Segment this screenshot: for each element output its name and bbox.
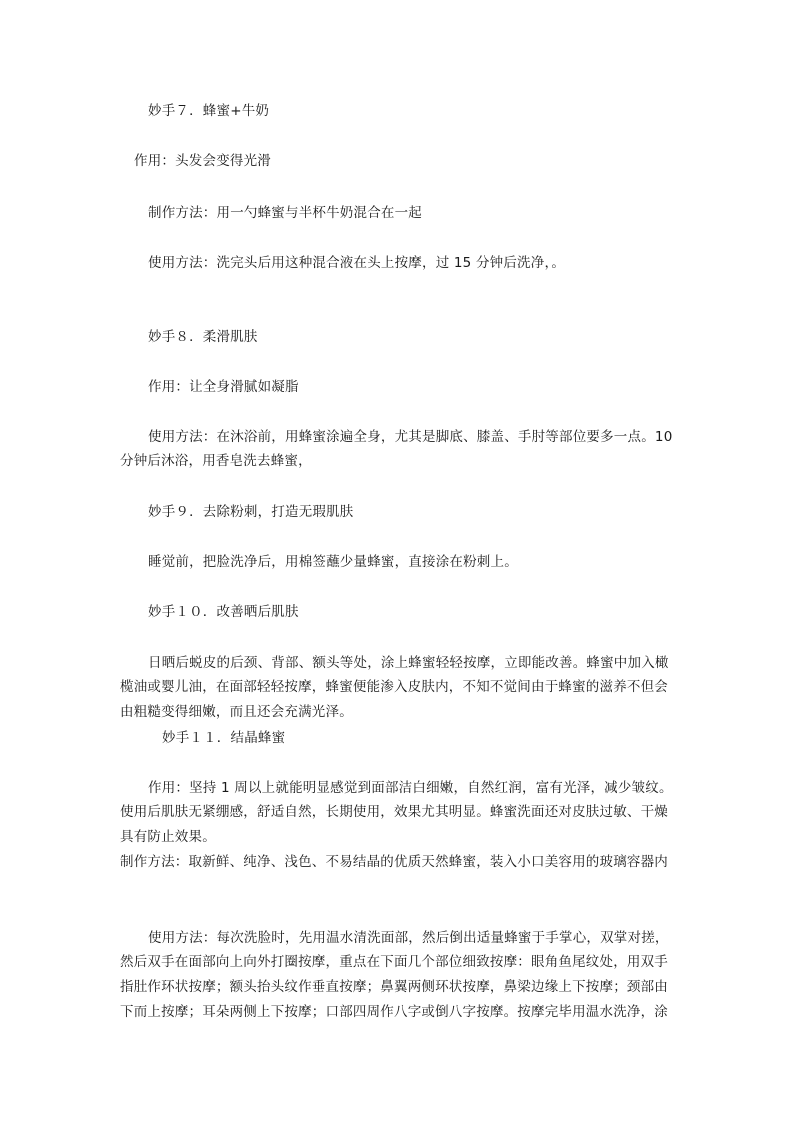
tip11-preparation: 制作方法：取新鲜、纯净、浅色、不易结晶的优质天然蜂蜜，装入小口美容用的玻璃容器内 xyxy=(120,854,668,870)
tip11-usage-line3: 指肚作环状按摩；额头抬头纹作垂直按摩；鼻翼两侧环状按摩，鼻梁边缘上下按摩；颈部由 xyxy=(120,979,668,995)
tip11-effect-line1: 作用：坚持 1 周以上就能明显感觉到面部洁白细嫩，自然红润，富有光泽，减少皱纹。 xyxy=(148,780,673,796)
tip10-body-line1: 日晒后蜕皮的后颈、背部、额头等处，涂上蜂蜜轻轻按摩，立即能改善。蜂蜜中加入橄 xyxy=(148,655,669,671)
tip7-usage: 使用方法：洗完头后用这种混合液在头上按摩，过 15 分钟后洗净，。 xyxy=(148,255,566,271)
tip7-preparation: 制作方法：用一勺蜂蜜与半杯牛奶混合在一起 xyxy=(148,205,422,221)
tip11-usage-line1: 使用方法：每次洗脸时，先用温水清洗面部，然后倒出适量蜂蜜于手掌心，双掌对搓， xyxy=(148,930,669,946)
tip9-heading: 妙手９．去除粉刺，打造无瑕肌肤 xyxy=(148,504,354,520)
tip7-effect: 作用：头发会变得光滑 xyxy=(134,153,271,169)
tip11-effect-line3: 具有防止效果。 xyxy=(120,829,216,845)
tip10-body-line2: 榄油或婴儿油，在面部轻轻按摩，蜂蜜便能渗入皮肤内，不知不觉间由于蜂蜜的滋养不但会 xyxy=(120,679,668,695)
tip8-usage-line1: 使用方法：在沐浴前，用蜂蜜涂遍全身，尤其是脚底、膝盖、手肘等部位要多一点。10 xyxy=(148,429,673,445)
tip7-heading: 妙手７．蜂蜜+牛奶 xyxy=(148,103,270,119)
tip11-usage-line2: 然后双手在面部向上向外打圈按摩，重点在下面几个部位细致按摩：眼角鱼尾纹处，用双手 xyxy=(120,954,668,970)
tip8-heading: 妙手８．柔滑肌肤 xyxy=(148,329,258,345)
tip10-heading: 妙手１０．改善晒后肌肤 xyxy=(148,604,299,620)
tip10-body-line3: 由粗糙变得细嫩，而且还会充满光泽。 xyxy=(120,704,353,720)
tip9-body: 睡觉前，把脸洗净后，用棉签蘸少量蜂蜜，直接涂在粉刺上。 xyxy=(148,554,518,570)
tip11-effect-line2: 使用后肌肤无紧绷感，舒适自然，长期使用，效果尤其明显。蜂蜜洗面还对皮肤过敏、干燥 xyxy=(120,804,668,820)
tip11-usage-line4: 下而上按摩；耳朵两侧上下按摩；口部四周作八字或倒八字按摩。按摩完毕用温水洗净，涂 xyxy=(120,1004,668,1020)
tip8-effect: 作用：让全身滑腻如凝脂 xyxy=(148,379,299,395)
tip8-usage-line2: 分钟后沐浴，用香皂洗去蜂蜜， xyxy=(120,453,312,469)
tip11-heading: 妙手１１．结晶蜂蜜 xyxy=(162,730,286,746)
